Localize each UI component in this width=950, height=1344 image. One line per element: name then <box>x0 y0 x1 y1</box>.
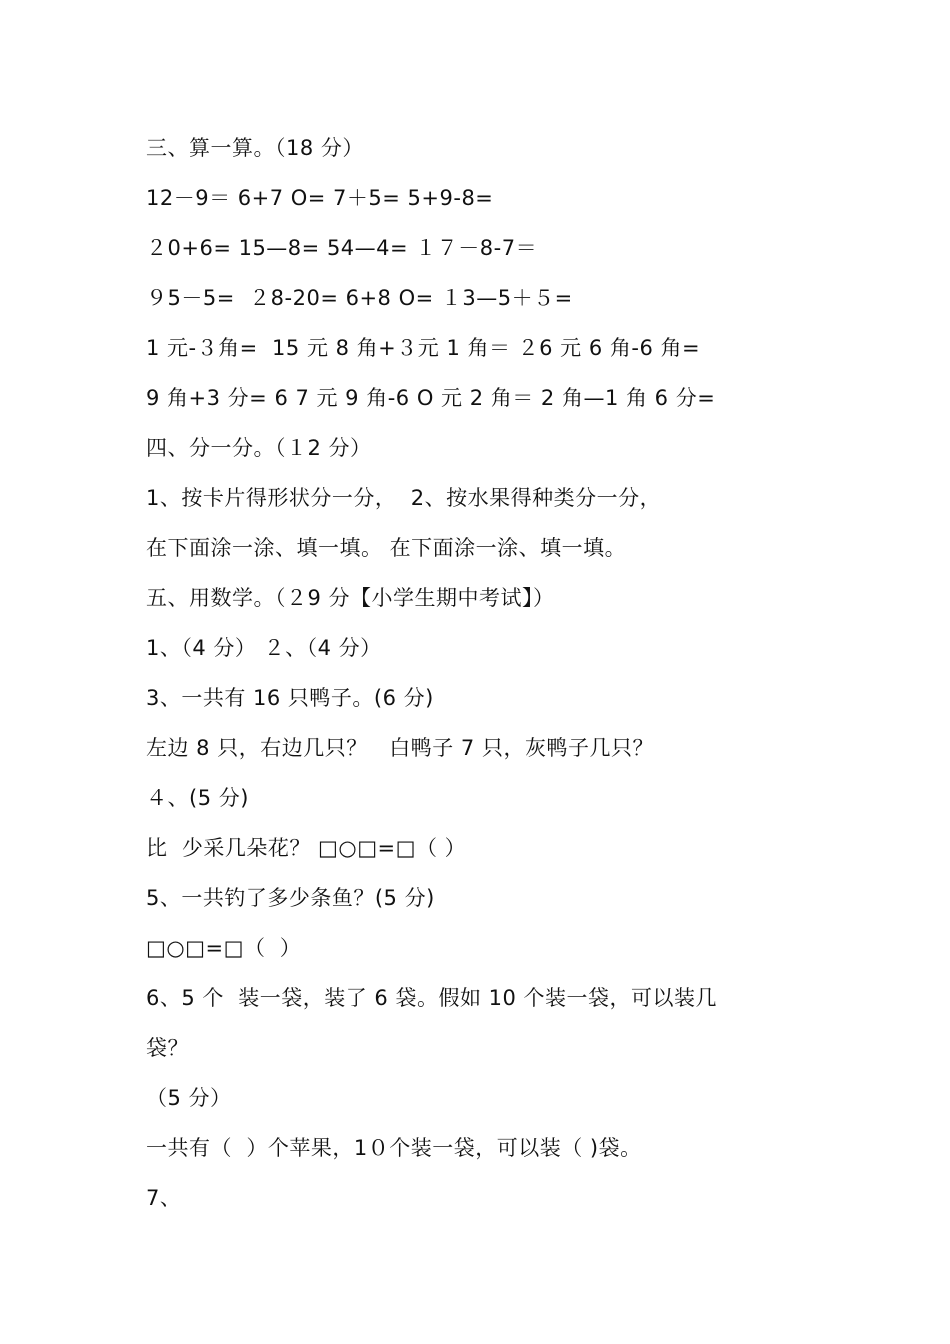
money-row-1: 1 元-３角= 15 元 8 角+３元 1 角＝ ２6 元 6 角-6 角= <box>146 336 701 360</box>
question-6-continued: 袋？ <box>146 1036 189 1060</box>
calc-row-1: 12－9＝ 6+7 O= 7＋5= 5+9-8= <box>146 186 494 210</box>
sort-question: 1、按卡片得形状分一分， 2、按水果得种类分一分， <box>146 486 662 510</box>
section-4-heading: 四、分一分。（１2 分） <box>146 436 372 460</box>
question-4: ４、(5 分) <box>146 786 249 810</box>
calc-row-2: ２0+6= 15—8= 54—4= １７－8-7＝ <box>146 236 538 260</box>
section-3-heading: 三、算一算。（18 分） <box>146 136 364 160</box>
question-6: 6、5 个 装一袋，装了 6 袋。假如 10 个装一袋，可以装几 <box>146 986 718 1010</box>
section-5-heading: 五、用数学。（２9 分【小学生期中考试】） <box>146 586 555 610</box>
question-5-formula: □○□=□（ ） <box>146 936 302 960</box>
question-3-text: 左边 8 只，右边几只？ 白鸭子 7 只，灰鸭子几只？ <box>146 736 654 760</box>
question-6-score: （5 分） <box>146 1086 232 1110</box>
question-7: 7、 <box>146 1186 182 1210</box>
sort-instruction: 在下面涂一涂、填一填。 在下面涂一涂、填一填。 <box>146 536 627 560</box>
question-6-answer: 一共有（ ）个苹果，1０个装一袋，可以装（ )袋。 <box>146 1136 642 1160</box>
question-3: 3、一共有 16 只鸭子。(6 分) <box>146 686 434 710</box>
question-1-2: 1、（4 分） ２、（4 分） <box>146 636 382 660</box>
money-row-2: 9 角+3 分= 6 7 元 9 角-6 O 元 2 角＝ 2 角—1 角 6 分= <box>146 386 716 410</box>
question-5: 5、一共钓了多少条鱼？(5 分) <box>146 886 435 910</box>
calc-row-3: ９5－5= ２8-20= 6+8 O= １3—5＋５= <box>146 286 573 310</box>
question-4-text: 比 少采几朵花？ □○□=□（ ） <box>146 836 467 860</box>
